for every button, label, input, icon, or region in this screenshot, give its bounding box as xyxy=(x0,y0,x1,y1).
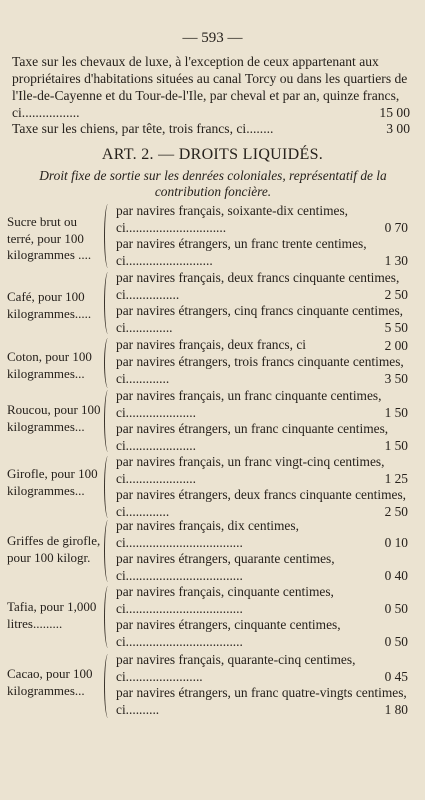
duty-amount: 0 50 xyxy=(384,600,408,616)
duty-line xyxy=(116,487,412,520)
product-griffes-de-girofle: Griffes de girofle, pour 100 kilogr. xyxy=(7,533,101,565)
duty-amount: 5 50 xyxy=(384,319,408,335)
product-sucre: Sucre brut ou terré, pour 100 kilogrammes .... xyxy=(7,214,92,262)
duty-text: par navires français, soixante-dix centimes, ci.............................. xyxy=(116,203,349,235)
duty-amount: 2 50 xyxy=(384,286,408,302)
duty-amount: 0 40 xyxy=(384,567,408,583)
duty-text: par navires étrangers, un franc cinquante centimes, ci..................... xyxy=(116,421,389,453)
duty-amount: 0 10 xyxy=(384,534,408,550)
duty-text: par navires étrangers, un franc trente centimes, ci.......................... xyxy=(116,236,367,268)
product-roucou: Roucou, pour 100 kilogrammes... xyxy=(7,402,101,434)
duty-amount: 0 50 xyxy=(384,633,408,649)
duty-text: par navires étrangers, cinq francs cinquante centimes, ci.............. xyxy=(116,303,404,335)
duty-text: par navires français, un franc vingt-cinq centimes, ci..................... xyxy=(116,454,385,486)
duty-amount: 2 00 xyxy=(384,337,408,353)
tax-horses-text: Taxe sur les chevaux de luxe, à l'exception de ceux appartenant aux propriétaires d'habitations situées au canal Torcy ou dans les quartiers de l'Ile-de-Cayenne et du Tour-de-l'Ile, par cheval et par an, quinze francs, ci................. xyxy=(12,54,408,120)
brace xyxy=(104,456,112,518)
duty-text: par navires étrangers, cinquante centimes, ci................................... xyxy=(116,617,341,649)
duty-text: par navires étrangers, un franc quatre-vingts centimes, ci.......... xyxy=(116,685,407,717)
brace xyxy=(104,272,112,334)
duty-text: par navires français, cinquante centimes, ci................................... xyxy=(116,584,334,616)
brace xyxy=(104,654,112,718)
brace xyxy=(104,338,112,388)
product-cafe: Café, pour 100 kilogrammes..... xyxy=(7,289,92,321)
brace xyxy=(104,586,112,648)
duty-line xyxy=(116,518,412,551)
duty-line xyxy=(116,584,412,617)
product-girofle: Girofle, pour 100 kilogrammes... xyxy=(7,466,98,498)
duty-line xyxy=(116,551,412,584)
duty-line xyxy=(116,203,412,236)
tax-dogs-amount: 3 00 xyxy=(386,121,410,136)
brace xyxy=(104,520,112,582)
duty-amount: 1 50 xyxy=(384,437,408,453)
duty-amount: 1 30 xyxy=(384,252,408,268)
article-intro: Droit fixe de sortie sur les denrées coloniales, représentatif de la contribution foncière. xyxy=(39,168,387,199)
duty-amount: 1 50 xyxy=(384,404,408,420)
duty-line xyxy=(116,454,412,487)
duty-amount: 2 50 xyxy=(384,503,408,519)
duty-text: par navires étrangers, quarante centimes, ci................................... xyxy=(116,551,335,583)
tax-dogs-text: Taxe sur les chiens, par tête, trois francs, ci........ xyxy=(12,121,274,136)
tax-horses-amount: 15 00 xyxy=(379,105,410,120)
duty-text: par navires français, un franc cinquante centimes, ci..................... xyxy=(116,388,382,420)
duty-amount: 0 70 xyxy=(384,219,408,235)
product-tafia: Tafia, pour 1,000 litres......... xyxy=(7,599,97,631)
brace xyxy=(104,390,112,452)
duty-line xyxy=(116,685,412,718)
duty-line xyxy=(116,303,412,336)
article-title: ART. 2. — DROITS LIQUIDÉS. xyxy=(101,146,324,163)
duty-text: par navires étrangers, deux francs cinquante centimes, ci............. xyxy=(116,487,407,519)
duty-line xyxy=(116,617,412,650)
duty-line xyxy=(116,652,412,685)
duty-line xyxy=(116,270,412,303)
duty-text: par navires étrangers, trois francs cinquante centimes, ci............. xyxy=(116,354,404,386)
duty-line xyxy=(116,421,412,454)
duty-text: par navires français, dix centimes, ci................................... xyxy=(116,518,299,550)
duty-line xyxy=(116,388,412,421)
duty-line xyxy=(116,236,412,269)
duty-line xyxy=(116,354,412,387)
duty-amount: 0 45 xyxy=(384,668,408,684)
duty-text: par navires français, quarante-cinq centimes, ci....................... xyxy=(116,652,356,684)
product-cacao: Cacao, pour 100 kilogrammes... xyxy=(7,666,93,698)
product-coton: Coton, pour 100 kilogrammes... xyxy=(7,349,92,381)
page-number: — 593 — xyxy=(182,30,243,46)
tax-horses xyxy=(12,53,414,121)
duty-text: par navires français, deux francs cinquante centimes, ci................ xyxy=(116,270,400,302)
duty-amount: 1 25 xyxy=(384,470,408,486)
brace xyxy=(104,204,112,268)
tax-dogs xyxy=(12,120,414,137)
duty-line xyxy=(116,337,412,354)
duty-amount: 1 80 xyxy=(384,701,408,717)
duty-text: par navires français, deux francs, ci xyxy=(116,337,306,352)
duty-amount: 3 50 xyxy=(384,370,408,386)
